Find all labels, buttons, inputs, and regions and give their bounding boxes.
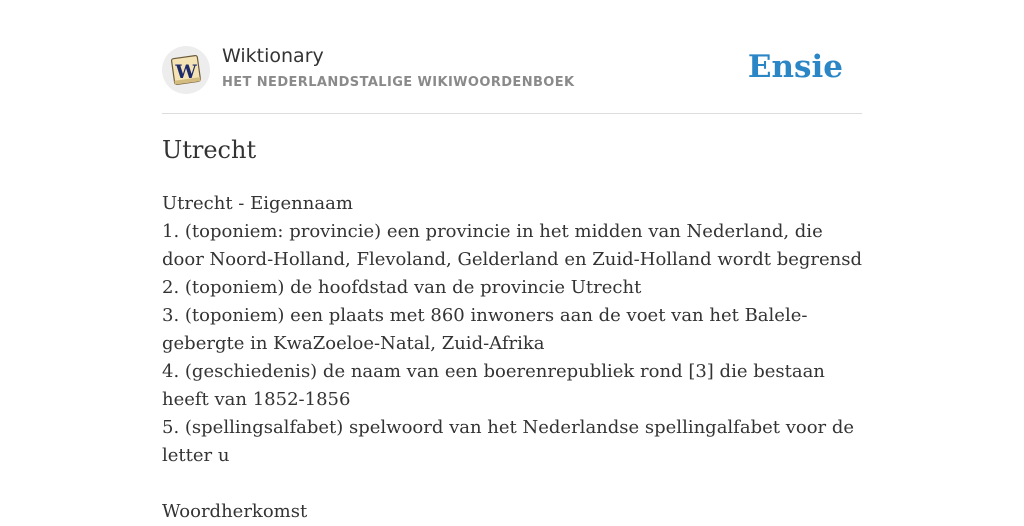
- site-tagline: HET NEDERLANDSTALIGE WIKIWOORDENBOEK: [222, 75, 575, 90]
- definition-item: 2. (toponiem) de hoofdstad van de provincie Utrecht: [162, 277, 642, 298]
- entry-heading: Utrecht - Eigennaam: [162, 193, 353, 214]
- logo-letter: W: [175, 61, 197, 83]
- site-title[interactable]: Wiktionary: [222, 45, 324, 67]
- entry-content: [162, 190, 862, 526]
- wiktionary-tile-icon: [162, 46, 210, 94]
- section-heading-woordherkomst: Woordherkomst: [162, 501, 308, 522]
- ensie-brand-link[interactable]: Ensie: [747, 49, 843, 85]
- definition-item: 1. (toponiem: provincie) een provincie in het midden van Nederland, die door Noord-Holland, Flevoland, Gelderland en Zuid-Holland wordt begrensd: [162, 221, 863, 270]
- wiktionary-logo[interactable]: [162, 46, 210, 94]
- definition-item: 5. (spellingsalfabet) spelwoord van het Nederlandse spellingalfabet voor de letter u: [162, 417, 855, 466]
- definition-item: 4. (geschiedenis) de naam van een boerenrepubliek rond [3] die bestaan heeft van 1852-1856: [162, 361, 825, 410]
- definition-item: 3. (toponiem) een plaats met 860 inwoners aan de voet van het Balele-gebergte in KwaZoeloe-Natal, Zuid-Afrika: [162, 305, 808, 354]
- page-container: [162, 0, 863, 522]
- page-title: Utrecht: [162, 136, 257, 164]
- site-header: [162, 0, 862, 114]
